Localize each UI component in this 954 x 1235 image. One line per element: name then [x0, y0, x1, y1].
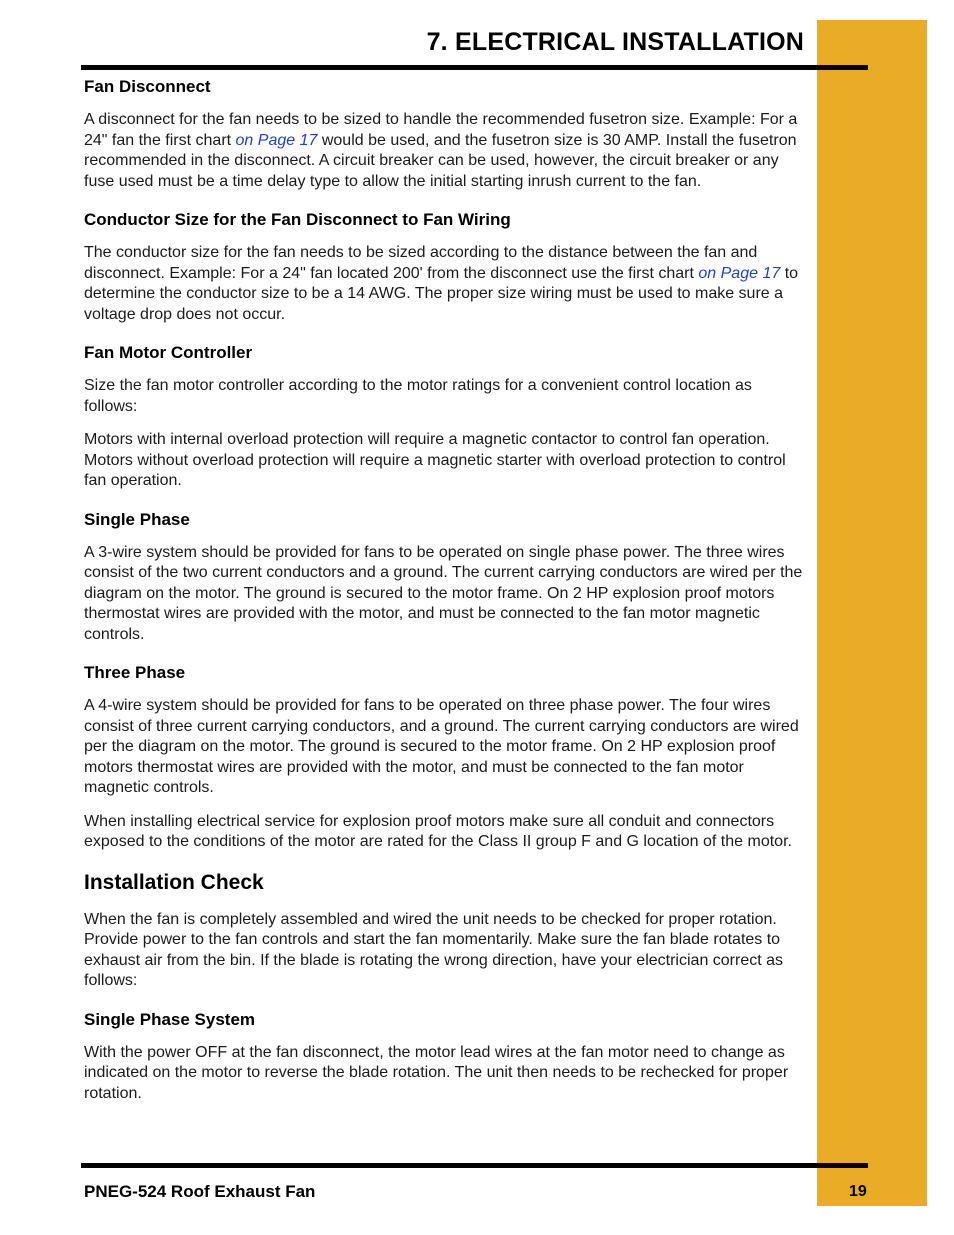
section-heading: Single Phase System — [84, 1009, 256, 1029]
paragraph-text: The conductor size for the fan needs to be sized according to the distance between the fan and disconnect. Example: For a 24" fan located 200' from the disconnect use the first chart — [84, 244, 758, 282]
paragraph: A 4-wire system should be provided for fans to be operated on three phase power. The four wires consist of three current carrying conductors, and a ground. The current carrying conductors are wired per the diagram on the motor. The ground is secured to the motor frame. On 2 HP explosion proof motors thermostat wires are provided with the motor, and must be connected to the fan motor magnetic controls. — [84, 697, 799, 796]
chapter-title: 7. ELECTRICAL INSTALLATION — [426, 28, 804, 56]
paragraph-text: would be used, and the fusetron size is 30 AMP. Install the fusetron recommended in the disconnect. A circuit breaker can be used, however, the circuit breaker or any fuse used must be a time delay type to allow the initial starting inrush current to the fan. — [84, 131, 797, 190]
section-heading: Three Phase — [84, 663, 186, 682]
paragraph: With the power OFF at the fan disconnect, the motor lead wires at the fan motor need to change as indicated on the motor to reverse the blade rotation. The unit then needs to be rechecked for proper rotation. — [84, 1043, 789, 1102]
paragraph: When installing electrical service for explosion proof motors make sure all conduit and connectors exposed to the conditions of the motor are rated for the Class II group F and G location of the motor. — [84, 812, 792, 850]
paragraph — [84, 110, 804, 192]
header-rule — [81, 65, 868, 70]
section-heading: Fan Disconnect — [84, 77, 211, 96]
paragraph: Size the fan motor controller according to the motor ratings for a convenient control location as follows: — [84, 377, 752, 415]
document-title: PNEG-524 Roof Exhaust Fan — [84, 1182, 316, 1201]
paragraph: Motors with internal overload protection will require a magnetic contactor to control fan operation. Motors without overload protection will require a magnetic starter with overload protection to control fan operation. — [84, 431, 786, 489]
paragraph-text: A disconnect for the fan needs to be sized to handle the recommended fusetron size. Example: For a 24" fan the first chart — [84, 111, 798, 149]
section-conductor-size — [84, 209, 804, 325]
section-single-phase-system — [84, 1009, 804, 1105]
footer-rule — [81, 1163, 868, 1168]
section-fan-disconnect — [84, 76, 804, 192]
section-installation-check — [84, 870, 804, 992]
page-reference-link[interactable]: on Page 17 — [698, 264, 781, 282]
section-heading: Installation Check — [84, 870, 264, 894]
paragraph-text: to determine the conductor size to be a 14 AWG. The proper size wiring must be used to make sure a voltage drop does not occur. — [84, 264, 799, 323]
chapter-tab-sidebar — [817, 20, 927, 1206]
section-heading: Conductor Size for the Fan Disconnect to Fan Wiring — [84, 210, 511, 229]
paragraph: A 3-wire system should be provided for fans to be operated on single phase power. The three wires consist of the two current conductors and a ground. The current carrying conductors are wired per the diagram on the motor. The ground is secured to the motor frame. On 2 HP explosion proof motors thermostat wires are provided with the motor, and must be connected to the fan motor magnetic controls. — [84, 543, 803, 643]
section-three-phase — [84, 662, 804, 853]
page-content — [84, 76, 804, 1117]
page-reference-link[interactable]: on Page 17 — [235, 131, 318, 149]
section-fan-motor-controller — [84, 342, 804, 492]
page-number: 19 — [849, 1183, 867, 1200]
section-heading: Fan Motor Controller — [84, 343, 253, 362]
paragraph — [84, 243, 804, 325]
paragraph: When the fan is completely assembled and wired the unit needs to be checked for proper rotation. Provide power to the fan controls and start the fan momentarily. Make sure the fan blade rotates to exhaust air from the bin. If the blade is rotating the wrong direction, have your electrician correct as follows: — [84, 910, 784, 989]
section-single-phase — [84, 509, 804, 646]
section-heading: Single Phase — [84, 509, 190, 529]
